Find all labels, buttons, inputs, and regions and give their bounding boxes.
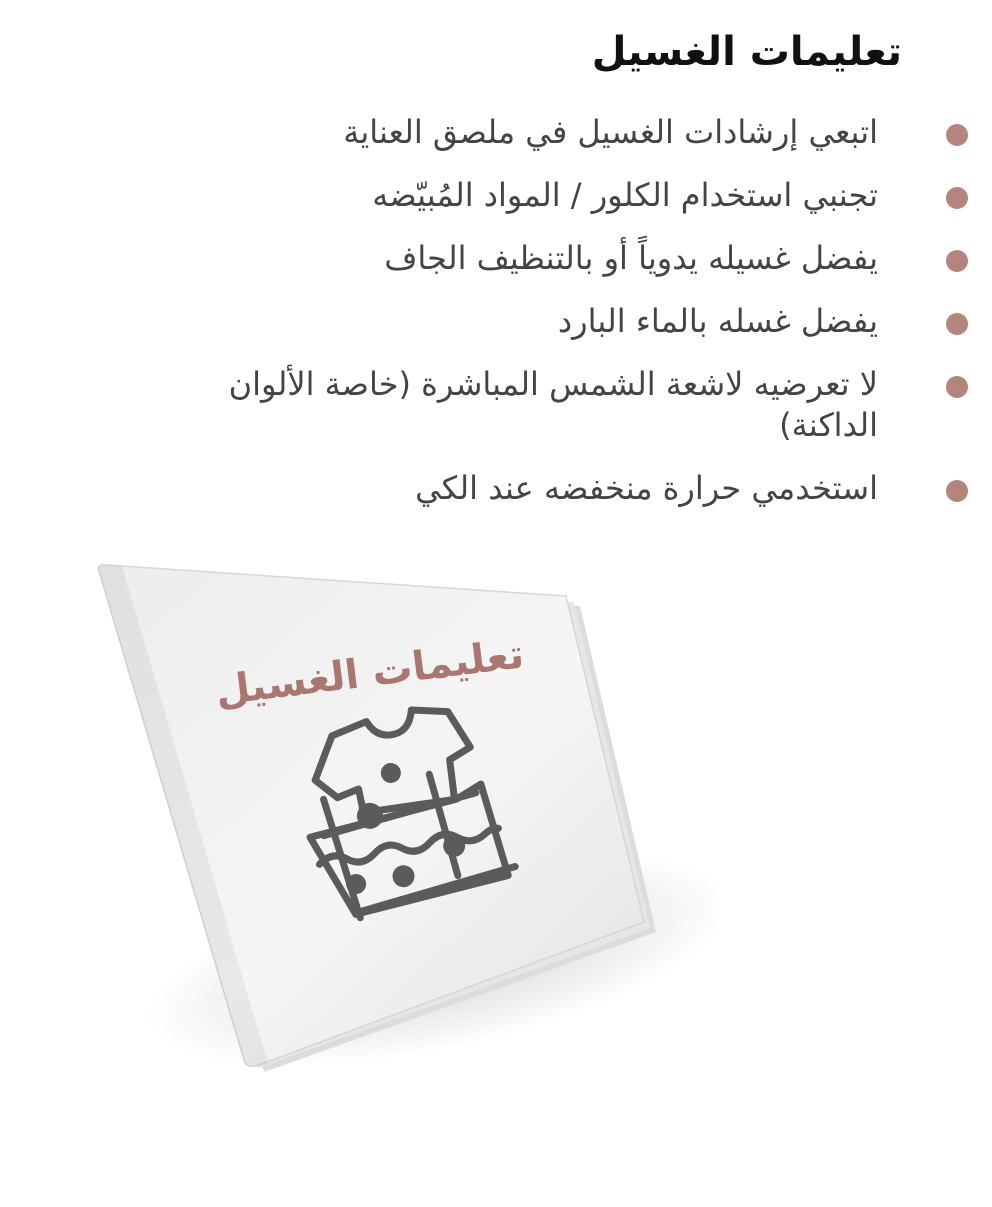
- booklet-cover-title: تعليمات الغسيل: [212, 631, 527, 715]
- instruction-text: استخدمي حرارة منخفضه عند الكي: [415, 468, 878, 507]
- bullet-dot-icon: [946, 480, 968, 502]
- list-item: [130, 301, 920, 342]
- instruction-text: يفضل غسيله يدوياً أو بالتنظيف الجاف: [384, 238, 878, 277]
- booklet-image: [60, 560, 720, 1120]
- list-item: [130, 238, 920, 279]
- bullet-dot-icon: [946, 376, 968, 398]
- instructions-list: [130, 112, 920, 531]
- instruction-text: لا تعرضيه لاشعة الشمس المباشرة (خاصة الألوان الداكنة): [228, 364, 878, 444]
- bullet-dot-icon: [946, 250, 968, 272]
- bullet-dot-icon: [946, 187, 968, 209]
- instruction-text: تجنبي استخدام الكلور / المواد المُبيّضه: [372, 175, 878, 214]
- list-item: [130, 175, 920, 216]
- instruction-text: اتبعي إرشادات الغسيل في ملصق العناية: [343, 113, 878, 151]
- list-item: [130, 364, 920, 446]
- bullet-dot-icon: [946, 124, 968, 146]
- instruction-text: يفضل غسله بالماء البارد: [557, 301, 878, 340]
- list-item: [130, 468, 920, 509]
- list-item: [130, 112, 920, 153]
- bullet-dot-icon: [946, 313, 968, 335]
- page-title: تعليمات الغسيل: [591, 29, 902, 75]
